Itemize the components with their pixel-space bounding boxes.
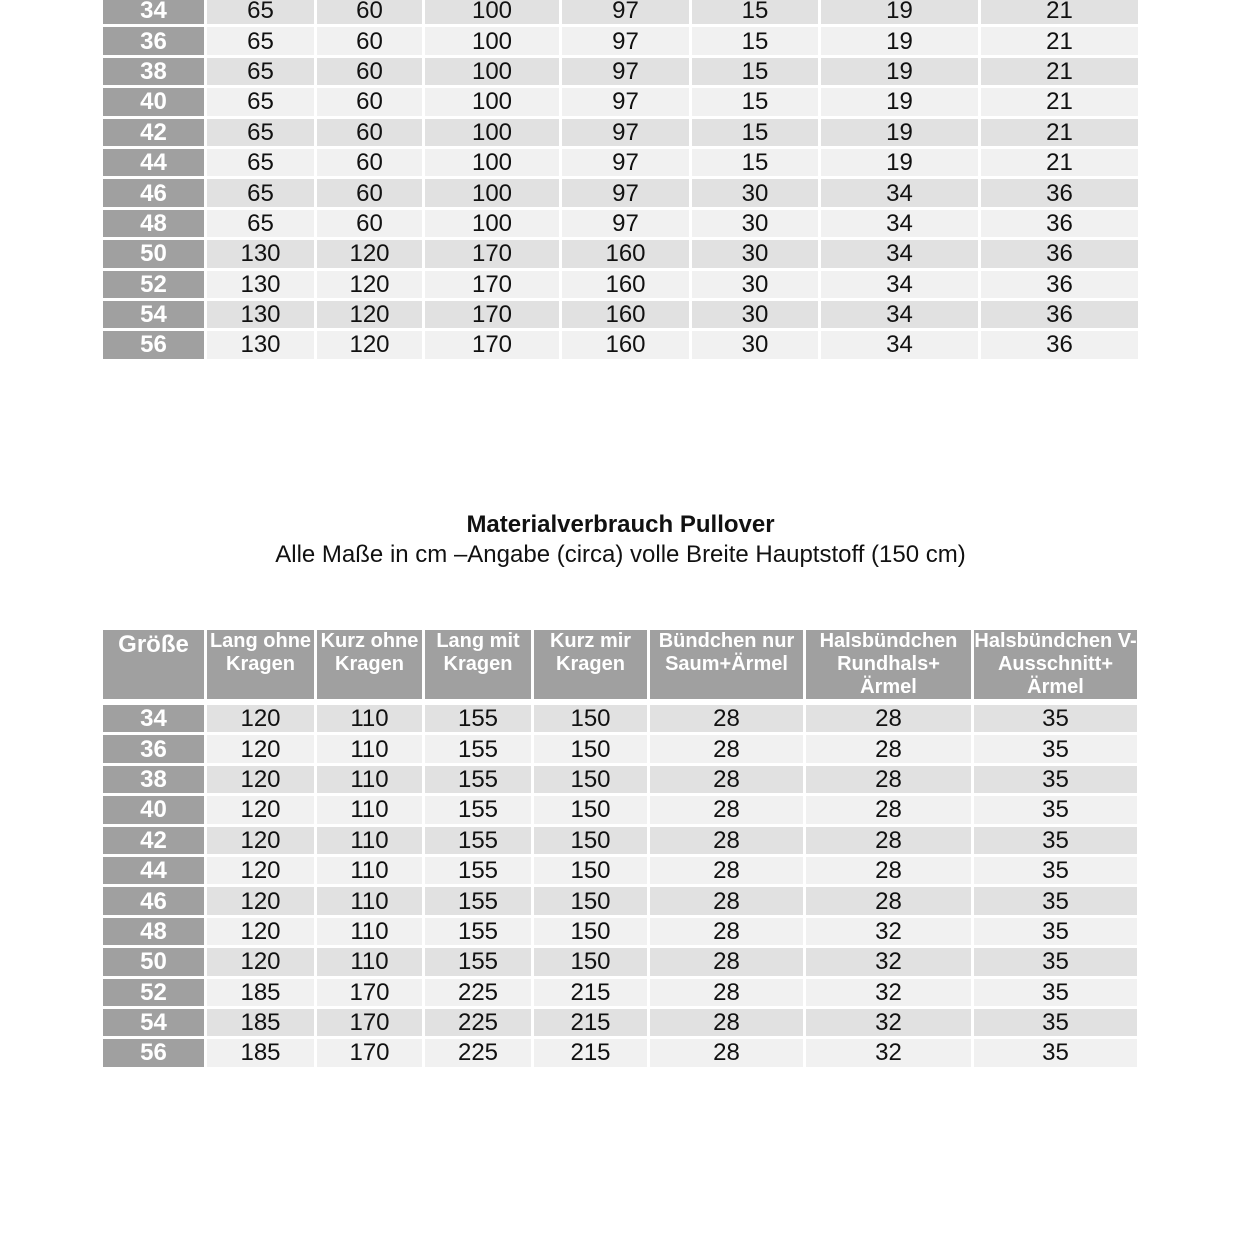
table-cell: 110 [317,827,425,857]
table-row [103,705,1137,735]
table-cell: 120 [207,735,317,765]
table-cell: 35 [974,857,1137,887]
table-cell: 120 [317,271,425,301]
table-cell: 155 [425,766,534,796]
table-cell: 185 [207,1039,317,1069]
table-cell: 30 [692,301,821,331]
table-cell: 155 [425,705,534,735]
header-halsbuendchen-rundhals: Halsbündchen Rundhals+ Ärmel [806,630,974,705]
table-cell: 60 [317,88,425,118]
table-cell: 160 [562,331,692,361]
table-cell: 120 [207,857,317,887]
table-cell: 32 [806,918,974,948]
table-cell: 21 [981,27,1138,57]
table-cell: 34 [821,179,981,209]
table-cell: 185 [207,1009,317,1039]
table-cell: 97 [562,210,692,240]
size-cell: 38 [103,766,207,796]
section-subtitle: Alle Maße in cm –Angabe (circa) volle Breite Hauptstoff (150 cm) [275,541,966,568]
table-row [103,27,1138,57]
table-cell: 30 [692,179,821,209]
table-cell: 97 [562,0,692,27]
table-cell: 21 [981,0,1138,27]
table-cell: 120 [317,301,425,331]
table-cell: 155 [425,735,534,765]
header-lang-mit-kragen: Lang mit Kragen [425,630,534,705]
table-row [103,979,1137,1009]
table-cell: 110 [317,705,425,735]
table-cell: 35 [974,796,1137,826]
table-cell: 65 [207,0,317,27]
table-row [103,827,1137,857]
table-cell: 30 [692,210,821,240]
table-row [103,119,1138,149]
table-cell: 36 [981,240,1138,270]
table-cell: 170 [425,331,562,361]
size-cell: 44 [103,149,207,179]
table-row [103,766,1137,796]
size-cell: 34 [103,0,207,27]
table-cell: 160 [562,301,692,331]
table-cell: 130 [207,301,317,331]
table-cell: 215 [534,1009,650,1039]
table-cell: 28 [650,1039,806,1069]
table-cell: 185 [207,979,317,1009]
table-cell: 150 [534,766,650,796]
table-cell: 30 [692,331,821,361]
table-cell: 150 [534,918,650,948]
table-cell: 19 [821,58,981,88]
size-cell: 56 [103,1039,207,1069]
table-cell: 150 [534,705,650,735]
table-cell: 155 [425,887,534,917]
table-row [103,271,1138,301]
table-cell: 97 [562,88,692,118]
material-table-pullover-body [103,705,1137,1070]
table-cell: 35 [974,887,1137,917]
table-cell: 160 [562,271,692,301]
table-cell: 35 [974,735,1137,765]
size-cell: 50 [103,948,207,978]
table-cell: 28 [806,887,974,917]
size-cell: 46 [103,887,207,917]
table-row [103,857,1137,887]
table-cell: 28 [650,979,806,1009]
size-cell: 50 [103,240,207,270]
table-row [103,948,1137,978]
table-row [103,1039,1137,1069]
size-cell: 42 [103,827,207,857]
table-cell: 225 [425,1009,534,1039]
table-cell: 120 [207,766,317,796]
table-row [103,240,1138,270]
table-cell: 28 [806,857,974,887]
table-cell: 65 [207,210,317,240]
table-cell: 36 [981,301,1138,331]
table-cell: 100 [425,210,562,240]
size-cell: 40 [103,88,207,118]
table-cell: 35 [974,918,1137,948]
table-cell: 19 [821,149,981,179]
size-cell: 40 [103,796,207,826]
table-row [103,301,1138,331]
table-cell: 28 [806,766,974,796]
table-cell: 110 [317,918,425,948]
table-cell: 15 [692,58,821,88]
table-cell: 19 [821,27,981,57]
table-cell: 15 [692,27,821,57]
table-cell: 15 [692,119,821,149]
size-cell: 52 [103,979,207,1009]
table-cell: 225 [425,1039,534,1069]
table-cell: 150 [534,796,650,826]
table-cell: 21 [981,88,1138,118]
table-cell: 65 [207,179,317,209]
table-cell: 35 [974,948,1137,978]
table-row [103,0,1138,27]
table-cell: 155 [425,857,534,887]
material-table-pullover [103,630,1137,1070]
table-cell: 28 [650,1009,806,1039]
table-row [103,149,1138,179]
table-cell: 21 [981,149,1138,179]
table-cell: 28 [650,796,806,826]
table-cell: 36 [981,331,1138,361]
table-cell: 120 [207,796,317,826]
table-cell: 28 [806,705,974,735]
table-cell: 100 [425,149,562,179]
section-title: Materialverbrauch Pullover [466,511,775,538]
table-cell: 32 [806,979,974,1009]
table-cell: 160 [562,240,692,270]
table-cell: 60 [317,0,425,27]
table-cell: 32 [806,1039,974,1069]
table-cell: 36 [981,271,1138,301]
material-table-top [103,0,1138,362]
table-cell: 35 [974,705,1137,735]
table-cell: 150 [534,948,650,978]
table-cell: 97 [562,27,692,57]
table-cell: 34 [821,240,981,270]
table-row [103,331,1138,361]
table-cell: 35 [974,827,1137,857]
table-cell: 60 [317,179,425,209]
header-halsbuendchen-v-ausschnitt: Halsbündchen V-Ausschnitt+ Ärmel [974,630,1137,705]
table-cell: 30 [692,271,821,301]
table-header-row [103,630,1137,705]
table-cell: 130 [207,240,317,270]
table-cell: 28 [650,948,806,978]
table-cell: 36 [981,210,1138,240]
table-cell: 28 [650,887,806,917]
table-cell: 21 [981,119,1138,149]
table-cell: 120 [207,887,317,917]
material-table-top-body [103,0,1138,362]
table-cell: 30 [692,240,821,270]
table-cell: 170 [425,240,562,270]
table-cell: 34 [821,301,981,331]
size-cell: 38 [103,58,207,88]
size-cell: 46 [103,179,207,209]
table-cell: 120 [207,918,317,948]
size-cell: 34 [103,705,207,735]
size-cell: 56 [103,331,207,361]
size-cell: 54 [103,1009,207,1039]
table-cell: 110 [317,766,425,796]
table-cell: 97 [562,119,692,149]
table-cell: 28 [650,857,806,887]
table-cell: 35 [974,1009,1137,1039]
table-cell: 110 [317,735,425,765]
table-cell: 65 [207,149,317,179]
table-cell: 150 [534,887,650,917]
table-cell: 155 [425,948,534,978]
table-cell: 65 [207,27,317,57]
table-cell: 28 [650,918,806,948]
table-row [103,735,1137,765]
table-cell: 60 [317,27,425,57]
table-cell: 60 [317,149,425,179]
header-buendchen-saum-aermel: Bündchen nur Saum+Ärmel [650,630,806,705]
table-cell: 35 [974,1039,1137,1069]
table-cell: 28 [806,735,974,765]
table-row [103,179,1138,209]
table-cell: 100 [425,179,562,209]
size-cell: 44 [103,857,207,887]
table-cell: 97 [562,179,692,209]
header-groesse: Größe [103,630,207,705]
table-cell: 225 [425,979,534,1009]
table-row [103,796,1137,826]
header-kurz-ohne-kragen: Kurz ohne Kragen [317,630,425,705]
header-lang-ohne-kragen: Lang ohne Kragen [207,630,317,705]
table-cell: 34 [821,271,981,301]
size-cell: 42 [103,119,207,149]
table-cell: 35 [974,766,1137,796]
table-cell: 170 [425,271,562,301]
table-cell: 130 [207,331,317,361]
size-cell: 36 [103,27,207,57]
table-cell: 65 [207,119,317,149]
table-row [103,88,1138,118]
table-cell: 170 [317,1039,425,1069]
table-cell: 170 [425,301,562,331]
table-cell: 34 [821,210,981,240]
table-cell: 155 [425,918,534,948]
table-cell: 15 [692,149,821,179]
table-cell: 120 [207,705,317,735]
table-cell: 170 [317,1009,425,1039]
table-cell: 28 [650,827,806,857]
table-cell: 100 [425,119,562,149]
table-cell: 65 [207,58,317,88]
table-cell: 100 [425,0,562,27]
table-cell: 60 [317,210,425,240]
table-cell: 110 [317,887,425,917]
table-cell: 150 [534,857,650,887]
table-cell: 130 [207,271,317,301]
table-cell: 19 [821,88,981,118]
table-cell: 110 [317,857,425,887]
table-cell: 120 [207,827,317,857]
table-cell: 215 [534,1039,650,1069]
table-cell: 60 [317,58,425,88]
table-row [103,918,1137,948]
table-cell: 60 [317,119,425,149]
table-cell: 155 [425,796,534,826]
table-row [103,58,1138,88]
table-cell: 32 [806,1009,974,1039]
table-cell: 120 [317,240,425,270]
table-cell: 170 [317,979,425,1009]
table-cell: 19 [821,119,981,149]
table-cell: 100 [425,27,562,57]
table-cell: 110 [317,948,425,978]
size-cell: 52 [103,271,207,301]
table-cell: 100 [425,58,562,88]
table-cell: 100 [425,88,562,118]
table-row [103,887,1137,917]
table-cell: 28 [650,705,806,735]
size-cell: 36 [103,735,207,765]
table-cell: 150 [534,827,650,857]
table-cell: 65 [207,88,317,118]
size-cell: 54 [103,301,207,331]
size-cell: 48 [103,918,207,948]
table-cell: 36 [981,179,1138,209]
table-cell: 97 [562,58,692,88]
table-cell: 215 [534,979,650,1009]
table-cell: 120 [207,948,317,978]
table-cell: 120 [317,331,425,361]
size-cell: 48 [103,210,207,240]
table-cell: 155 [425,827,534,857]
table-cell: 35 [974,979,1137,1009]
table-cell: 28 [650,766,806,796]
table-cell: 19 [821,0,981,27]
table-row [103,210,1138,240]
header-kurz-mir-kragen: Kurz mir Kragen [534,630,650,705]
table-cell: 28 [806,827,974,857]
table-cell: 97 [562,149,692,179]
table-cell: 150 [534,735,650,765]
table-cell: 110 [317,796,425,826]
table-row [103,1009,1137,1039]
table-cell: 21 [981,58,1138,88]
table-cell: 32 [806,948,974,978]
table-cell: 15 [692,88,821,118]
table-cell: 34 [821,331,981,361]
table-cell: 28 [806,796,974,826]
table-cell: 28 [650,735,806,765]
table-cell: 15 [692,0,821,27]
